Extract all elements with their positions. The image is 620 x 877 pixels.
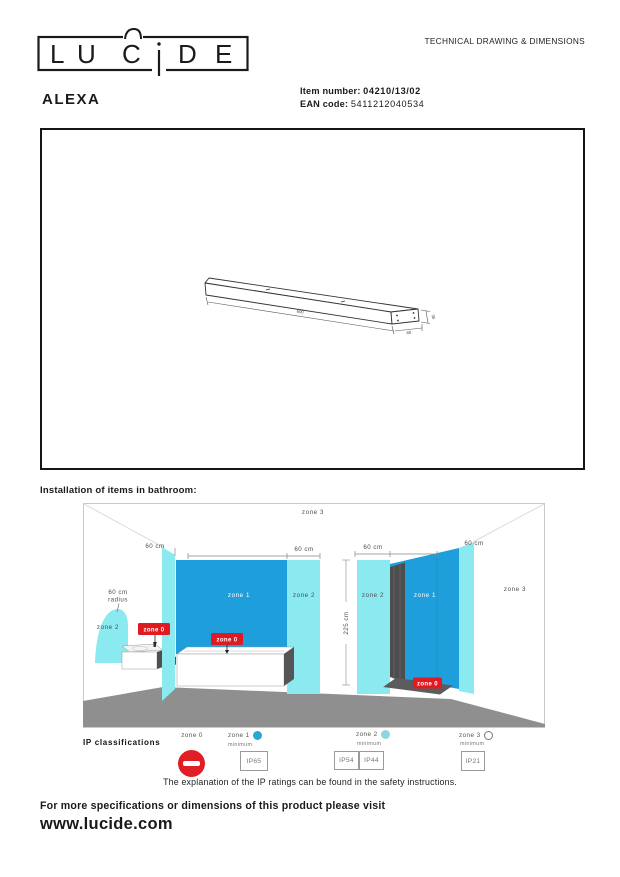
zone2-bathtub-label: zone 2: [292, 592, 316, 599]
radius-label-1: 60 cm: [108, 589, 128, 596]
zone3-wall-label: zone 3: [503, 586, 527, 593]
ip44-rating-box: IP44: [359, 751, 384, 770]
product-drawing: [42, 130, 583, 468]
zone2-shower-label: zone 2: [361, 592, 385, 599]
legend-zone1: [228, 731, 262, 740]
zone3-ceiling-label: zone 3: [301, 509, 325, 516]
bathroom-section-title: Installation of items in bathroom:: [40, 485, 197, 496]
legend-zone1-minimum: minimum: [228, 742, 253, 748]
logo-letter: L: [50, 39, 65, 69]
zone2-wall-shower: [357, 560, 390, 694]
ean-line: [300, 98, 424, 111]
ip65-rating-box: IP65: [240, 751, 268, 771]
radius-label-2: radius: [108, 596, 128, 604]
zone3-circle-icon: [484, 731, 493, 740]
depth-dimension: 80: [406, 329, 412, 336]
logo-letter: D: [178, 39, 197, 69]
bathroom-zones-diagram: [83, 503, 545, 728]
document-title: TECHNICAL DRAWING & DIMENSIONS: [424, 36, 585, 46]
zone2-wall-shower-right: [459, 542, 474, 694]
legend-zone1-label: zone 1: [228, 732, 250, 739]
ean-value: 5411212040534: [350, 99, 425, 109]
fixture-end-cap: [391, 309, 419, 324]
item-number-line: [300, 85, 424, 98]
lucide-logo: [37, 27, 251, 81]
ip54-rating-box: IP54: [334, 751, 359, 770]
shower-panel-dark: [390, 563, 405, 683]
length-dimension: 600: [296, 308, 305, 315]
svg-text:zone 0: zone 0: [416, 681, 439, 688]
item-number-label: Item number:: [300, 86, 361, 96]
legend-zone2-minimum: minimum: [357, 741, 382, 747]
product-codes: [300, 85, 424, 111]
zone2-dot-icon: [381, 730, 390, 739]
more-info-text: For more specifications or dimensions of this product please visit: [40, 800, 386, 812]
bathtub: [177, 647, 294, 686]
zone1-dot-icon: [253, 731, 262, 740]
dim-60cm-left: 60 cm: [145, 543, 165, 550]
zone1-bathtub-label: zone 1: [227, 592, 251, 599]
item-number-value: 04210/13/02: [363, 86, 421, 96]
no-entry-icon: [178, 750, 205, 777]
product-drawing-frame: [40, 128, 585, 470]
legend-title: IP classifications: [83, 738, 161, 747]
legend-zone3-label: zone 3: [459, 732, 481, 739]
zone1-shower-label: zone 1: [413, 592, 437, 599]
svg-text:zone 0: zone 0: [143, 627, 165, 634]
zone2-basin-label: zone 2: [96, 624, 120, 631]
legend-zone3-minimum: minimum: [460, 741, 485, 747]
dim-60cm-right: 60 cm: [464, 540, 484, 547]
legend-zone2-label: zone 2: [356, 731, 378, 738]
product-name: ALEXA: [42, 91, 101, 108]
light-fixture-body: [205, 278, 419, 324]
ean-label: EAN code:: [300, 99, 349, 109]
website-url: www.lucide.com: [40, 815, 173, 833]
legend-zone2: [356, 730, 390, 739]
ip-ratings-note: The explanation of the IP ratings can be found in the safety instructions.: [163, 777, 457, 787]
svg-text:zone 0: zone 0: [216, 637, 238, 644]
dim-225cm-label: 225 cm: [343, 611, 350, 635]
legend-zone3: [459, 731, 493, 740]
height-dimension: 35: [430, 314, 437, 320]
ip21-rating-box: IP21: [461, 751, 485, 771]
dim-60cm-shower: 60 cm: [363, 544, 383, 551]
legend-zone0-label: zone 0: [181, 732, 203, 739]
logo-letter: E: [215, 39, 233, 69]
logo-letter: C: [122, 39, 141, 69]
dim-60cm-bathtub: 60 cm: [294, 546, 314, 553]
logo-letter: U: [77, 39, 96, 69]
zone0-badge-shower: [413, 678, 442, 689]
